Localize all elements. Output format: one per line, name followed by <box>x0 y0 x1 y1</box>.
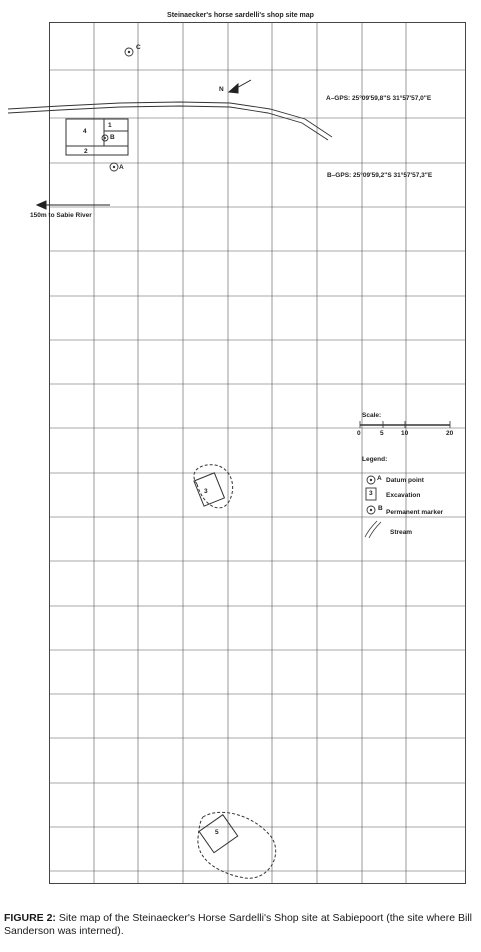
permanent-marker-b <box>102 135 108 141</box>
datum-point-a <box>110 163 118 171</box>
excavation-label-4: 4 <box>83 128 87 135</box>
scale-tick-20: 20 <box>446 430 454 437</box>
legend-symbol-b: B <box>378 505 383 512</box>
marker-b-label: B <box>110 134 115 141</box>
figure-caption <box>4 912 480 938</box>
excavation-group-1-4 <box>66 119 128 155</box>
datum-c-label: C <box>136 44 141 51</box>
scale-tick-10: 10 <box>401 430 409 437</box>
datum-a-label: A <box>119 164 124 171</box>
excavation-label-2: 2 <box>84 148 88 155</box>
legend-label-datum: Datum point <box>386 477 424 484</box>
north-label: N <box>219 86 224 93</box>
river-direction-label: 150m to Sabie River <box>30 212 92 219</box>
excavation-label-5: 5 <box>215 829 219 836</box>
grid-lines <box>49 22 466 884</box>
scale-tick-5: 5 <box>380 430 384 437</box>
figure-label: FIGURE 2: <box>4 912 56 924</box>
legend-label-marker: Permanent marker <box>386 509 444 516</box>
stream <box>8 102 332 140</box>
excavation-3 <box>194 465 233 508</box>
legend-title: Legend: <box>362 456 388 463</box>
scale-tick-0: 0 <box>357 430 361 437</box>
legend-label-stream: Stream <box>390 529 413 536</box>
gps-b-label: B–GPS: 25°09'59,2"S 31°57'57,3"E <box>327 172 433 179</box>
scale-label: Scale: <box>362 412 382 419</box>
datum-point-c <box>125 48 133 56</box>
legend-symbol-3: 3 <box>369 490 373 497</box>
stream-icon <box>365 521 381 538</box>
excavation-5 <box>198 812 276 878</box>
gps-a-label: A–GPS: 25°09'59,8"S 31°57'57,0"E <box>326 95 432 102</box>
map-title: Steinaecker's horse sardelli's shop site map <box>167 12 314 19</box>
datum-point-icon <box>367 476 375 484</box>
legend-symbol-a: A <box>377 475 382 482</box>
legend-label-excavation: Excavation <box>386 492 421 499</box>
excavation-label-3: 3 <box>204 488 208 495</box>
river-direction-arrow-icon <box>37 201 110 209</box>
permanent-marker-icon <box>367 506 375 514</box>
caption-text: Site map of the Steinaecker's Horse Sardelli's Shop site at Sabiepoort (the site where Bill Sanderson was interned). <box>4 912 472 937</box>
scale-bar <box>360 421 450 428</box>
excavation-label-1: 1 <box>108 122 112 129</box>
north-arrow-icon <box>229 80 251 93</box>
